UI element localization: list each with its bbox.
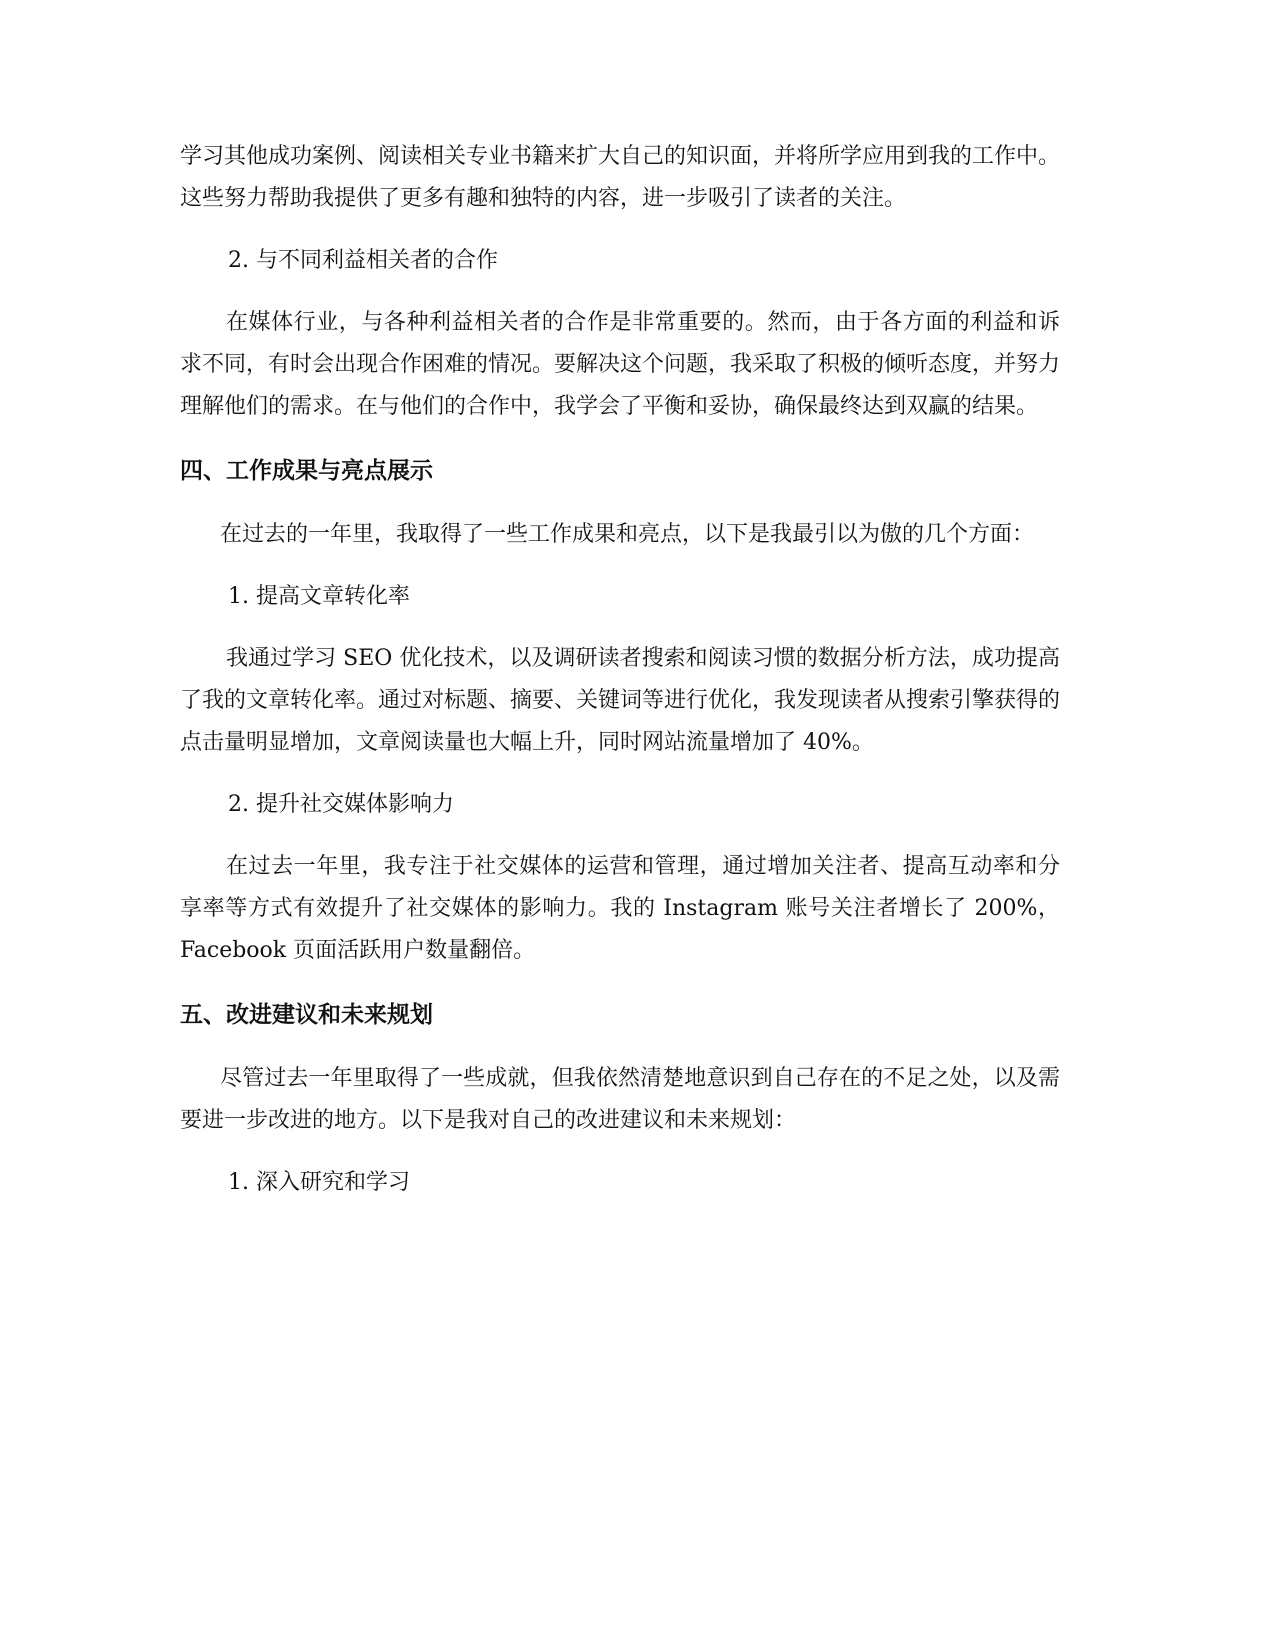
paragraph-improvements-intro: 尽管过去一年里取得了一些成就，但我依然清楚地意识到自己存在的不足之处，以及需要进一步改进的地方。以下是我对自己的改进建议和未来规划： xyxy=(180,1066,1060,1133)
paragraph-continued: 学习其他成功案例、阅读相关专业书籍来扩大自己的知识面，并将所学应用到我的工作中。这些努力帮助我提供了更多有趣和独特的内容，进一步吸引了读者的关注。 xyxy=(180,144,1061,211)
paragraph-social: 在过去一年里，我专注于社交媒体的运营和管理，通过增加关注者、提高互动率和分享率等方式有效提升了社交媒体的影响力。我的 Instagram 账号关注者增长了 200%，Facebook 页面活跃用户数量翻倍。 xyxy=(180,854,1060,963)
paragraph-achievements-intro: 在过去的一年里，我取得了一些工作成果和亮点，以下是我最引以为傲的几个方面： xyxy=(220,522,1035,547)
document-page xyxy=(180,136,1060,1204)
section-heading-improvements: 五、改进建议和未来规划 xyxy=(180,1002,433,1028)
section-heading-achievements: 四、工作成果与亮点展示 xyxy=(180,458,433,484)
paragraph-cooperation: 在媒体行业，与各种利益相关者的合作是非常重要的。然而，由于各方面的利益和诉求不同，有时会出现合作困难的情况。要解决这个问题，我采取了积极的倾听态度，并努力理解他们的需求。在与他们的合作中，我学会了平衡和妥协，确保最终达到双赢的结果。 xyxy=(180,310,1061,419)
list-item-research: 1. 深入研究和学习 xyxy=(228,1170,410,1195)
list-item-cooperation: 2. 与不同利益相关者的合作 xyxy=(228,248,498,273)
list-item-conversion: 1. 提高文章转化率 xyxy=(228,584,410,609)
paragraph-conversion: 我通过学习 SEO 优化技术，以及调研读者搜索和阅读习惯的数据分析方法，成功提高了我的文章转化率。通过对标题、摘要、关键词等进行优化，我发现读者从搜索引擎获得的点击量明显增加，文章阅读量也大幅上升，同时网站流量增加了 40%。 xyxy=(180,646,1061,755)
list-item-social: 2. 提升社交媒体影响力 xyxy=(228,792,454,817)
